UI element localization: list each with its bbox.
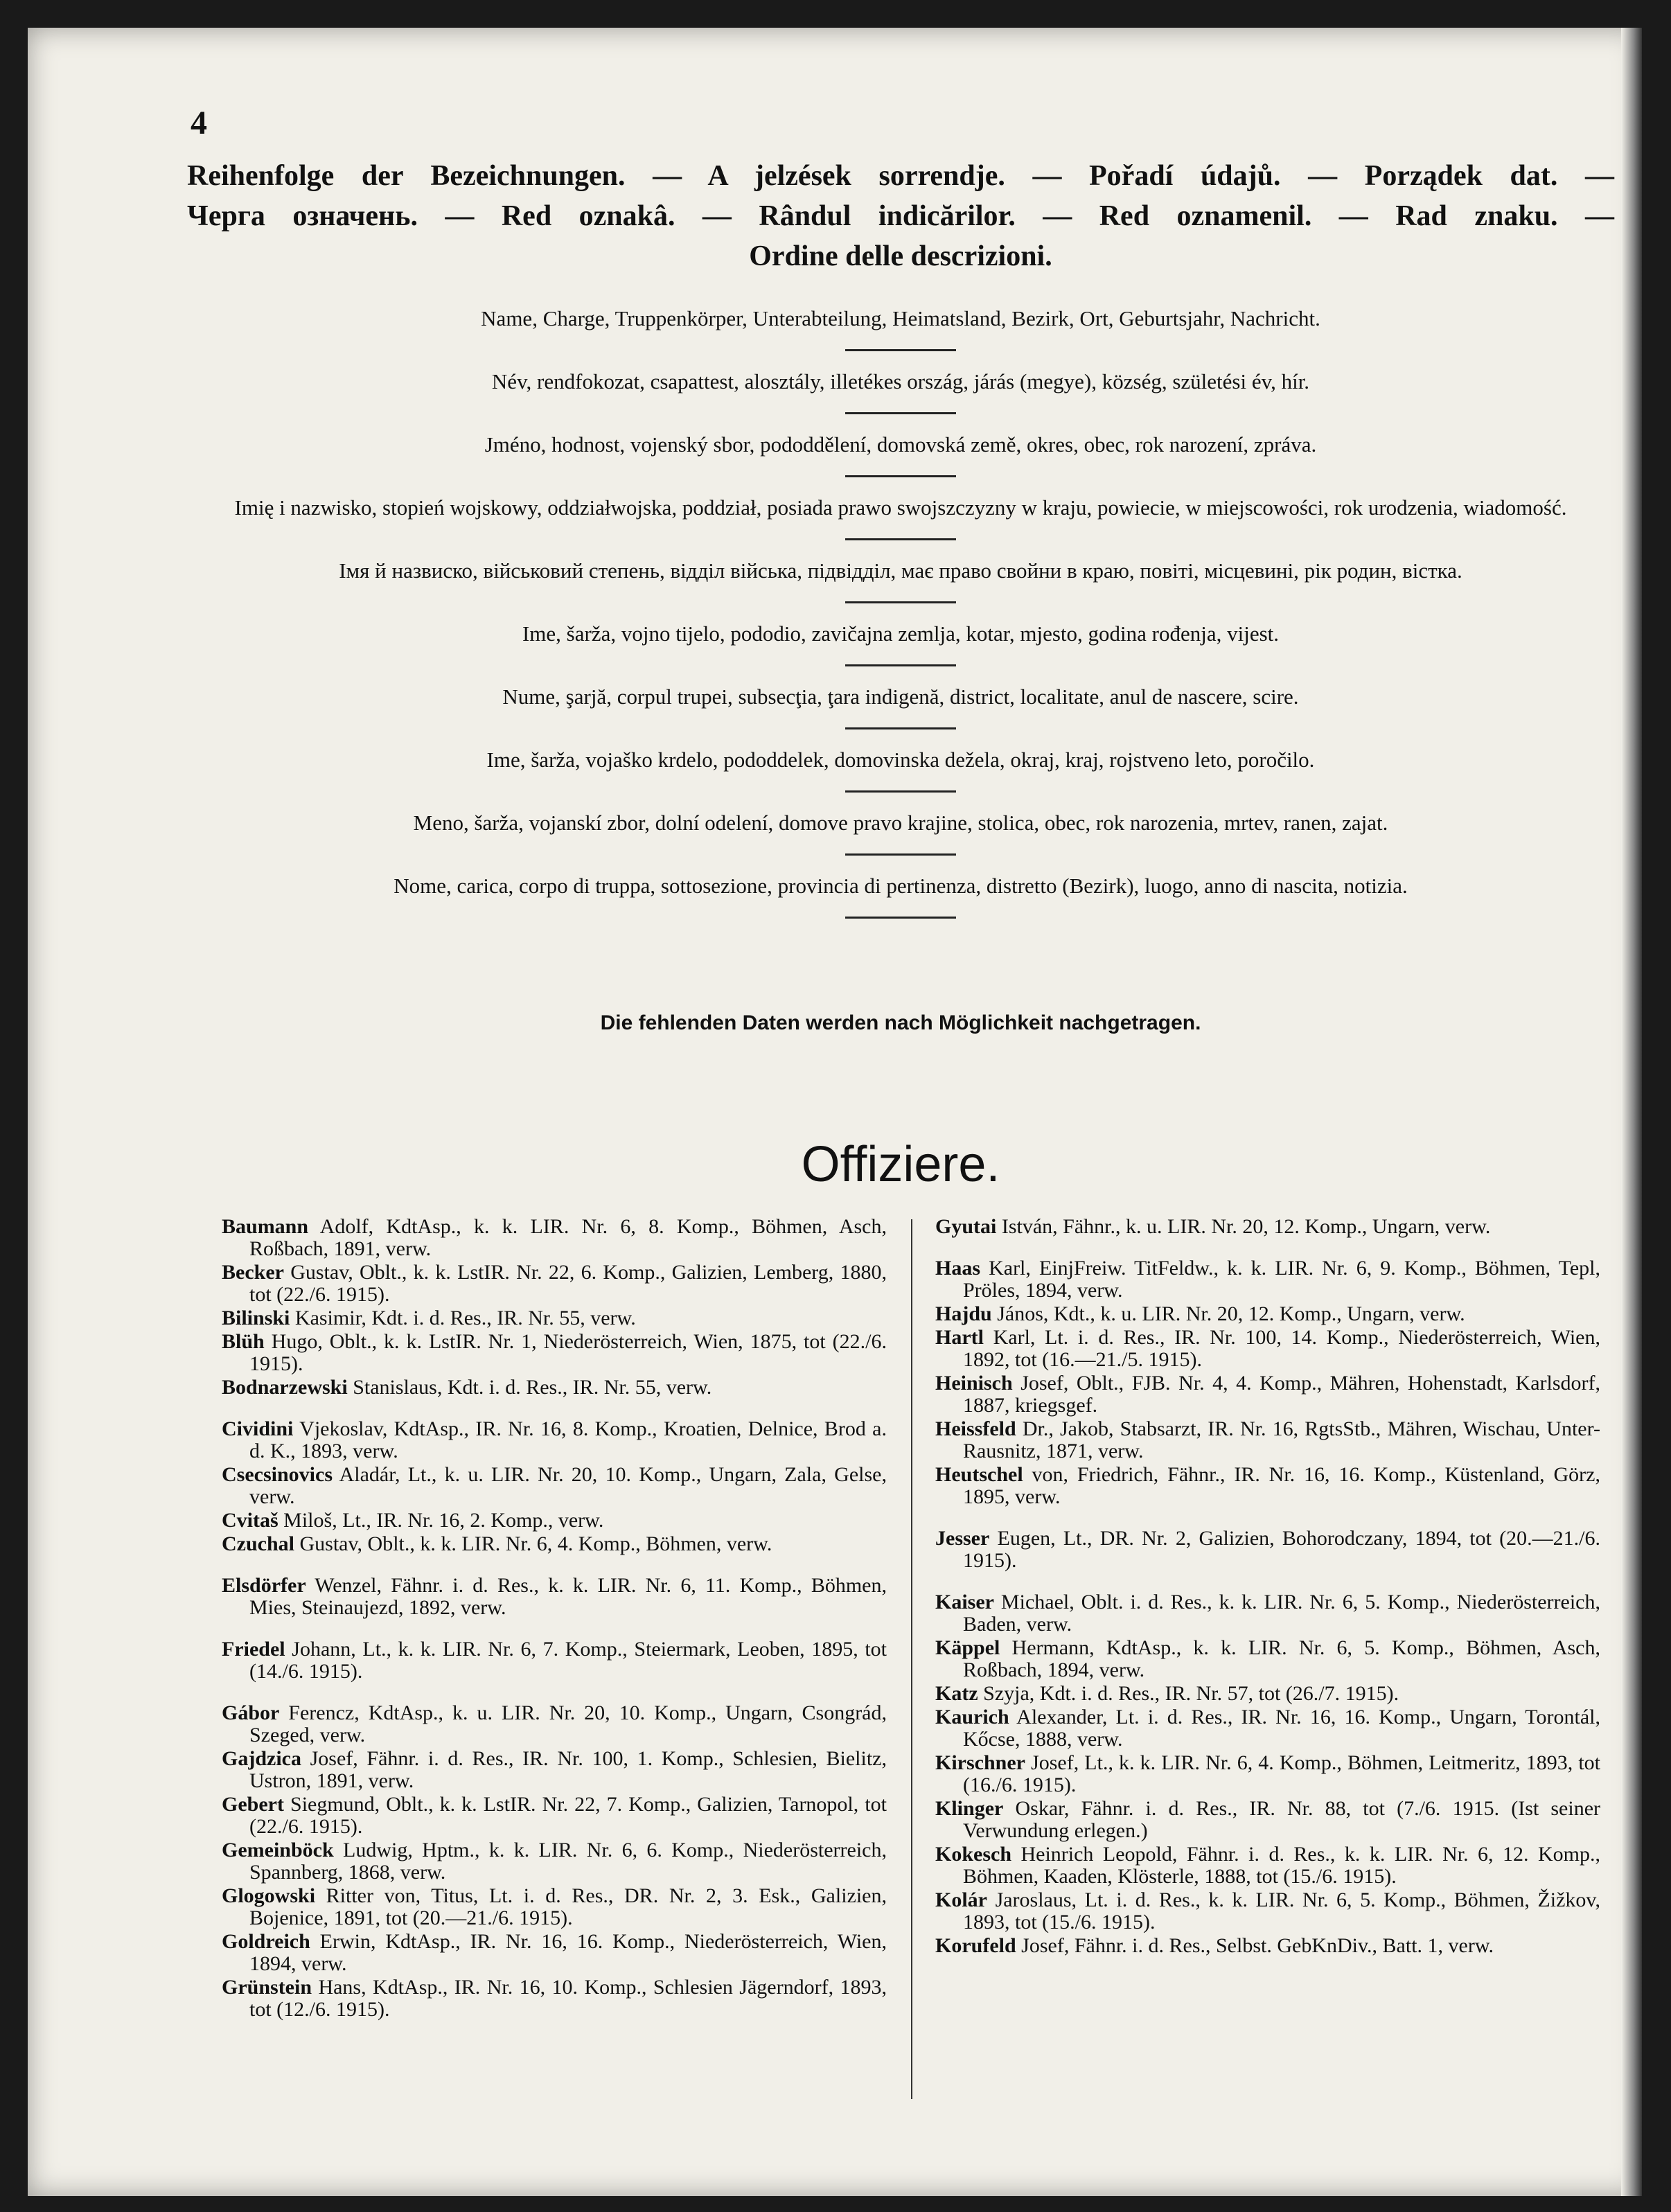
section-title: Offiziere. [801,1137,1000,1192]
officer-entry [935,1935,1600,1957]
description-polish: Imię i nazwisko, stopień wojskowy, oddziałwojska, poddział, posiada prawo swojszczyzny w kraju, powiecie, w miejscowości, rok urodzenia, wiadomość. [234,495,1567,520]
officer-details: Wenzel, Fähnr. i. d. Res., k. k. LIR. Nr. 6, 11. Komp., Böhmen, Mies, Steinaujezd, 1892, verw. [249,1574,887,1619]
officer-details: von, Friedrich, Fähnr., IR. Nr. 16, 16. Komp., Küstenland, Görz, 1895, verw. [963,1463,1600,1508]
officer-details: Alexander, Lt. i. d. Res., IR. Nr. 16, 16. Komp., Ungarn, Torontál, Kőcse, 1888, verw. [963,1706,1600,1751]
officer-details: Aladár, Lt., k. u. LIR. Nr. 20, 10. Komp., Ungarn, Zala, Gelse, verw. [249,1463,887,1508]
column-divider [911,1219,912,2099]
officer-surname: Heinisch [935,1372,1013,1395]
divider-rule [845,853,956,856]
description-slovenian: Ime, šarža, vojaško krdelo, pododdelek, domovinska dežela, okraj, kraj, rojstveno leto, poročilo. [486,747,1315,772]
officer-surname: Goldreich [222,1930,310,1953]
officer-surname: Käppel [935,1636,1000,1659]
officer-details: Adolf, KdtAsp., k. k. LIR. Nr. 6, 8. Komp., Böhmen, Asch, Roßbach, 1891, verw. [249,1215,887,1260]
description-czech: Jméno, hodnost, vojenský sbor, pododdělení, domovská země, okres, obec, rok narození, zpráva. [484,432,1317,457]
language-descriptions [187,305,1614,935]
officer-surname: Csecsinovics [222,1463,333,1486]
officer-details: Josef, Lt., k. k. LIR. Nr. 6, 4. Komp., Böhmen, Leitmeritz, 1893, tot (16./6. 1915). [963,1751,1600,1796]
officer-entry [935,1327,1600,1371]
divider-rule [845,601,956,603]
officer-details: Ritter von, Titus, Lt. i. d. Res., DR. Nr. 2, 3. Esk., Galizien, Bojenice, 1891, tot (20.—21./6. 1915). [249,1884,887,1929]
officer-entry [935,1843,1600,1888]
officer-surname: Baumann [222,1215,309,1238]
officer-surname: Kirschner [935,1751,1025,1774]
divider-rule [845,538,956,540]
officer-details: Johann, Lt., k. k. LIR. Nr. 6, 7. Komp., Steiermark, Leoben, 1895, tot (14./6. 1915). [249,1638,887,1683]
officer-details: Hans, KdtAsp., IR. Nr. 16, 10. Komp., Schlesien Jägerndorf, 1893, tot (12./6. 1915). [249,1976,887,2021]
description-german: Name, Charge, Truppenkörper, Unterabteilung, Heimatsland, Bezirk, Ort, Geburtsjahr, Nachricht. [481,306,1320,330]
officer-details: Vjekoslav, KdtAsp., IR. Nr. 16, 8. Komp., Kroatien, Delnice, Brod a. d. K., 1893, verw. [249,1417,887,1462]
officer-details: Jaroslaus, Lt. i. d. Res., k. k. LIR. Nr. 6, 5. Komp., Böhmen, Žižkov, 1893, tot (15./6. 1915). [963,1888,1600,1934]
officer-surname: Bilinski [222,1307,290,1329]
officer-entry [935,1798,1600,1842]
officer-surname: Gyutai [935,1215,997,1238]
divider-rule [845,917,956,919]
officer-entry [222,1418,887,1462]
divider-rule [845,790,956,793]
officer-details: Szyja, Kdt. i. d. Res., IR. Nr. 57, tot (26./7. 1915). [978,1682,1399,1705]
description-ruthenian: Імя й назвиско, військовий степень, відділ війська, підвідділ, має право свойни в краю, повіті, місцевині, рік родин, вістка. [339,558,1462,583]
officer-surname: Korufeld [935,1934,1016,1957]
officer-details: Miloš, Lt., IR. Nr. 16, 2. Komp., verw. [278,1509,604,1532]
officer-entry [935,1683,1600,1705]
officer-details: Karl, Lt. i. d. Res., IR. Nr. 100, 14. Komp., Niederösterreich, Wien, 1892, tot (16.—21./5. 1915). [963,1326,1600,1371]
officer-surname: Gábor [222,1701,280,1724]
officer-details: Heinrich Leopold, Fähnr. i. d. Res., k. k. LIR. Nr. 6, 12. Komp., Böhmen, Kaaden, Klösterle, 1888, tot (15./6. 1915). [963,1843,1600,1888]
officer-entry [935,1464,1600,1508]
officer-entry [222,1748,887,1792]
description-hungarian: Név, rendfokozat, csapattest, alosztály, illetékes ország, járás (megye), község, születési év, hír. [491,369,1310,393]
officer-details: Stanislaus, Kdt. i. d. Res., IR. Nr. 55, verw. [347,1376,712,1399]
officer-entry [935,1216,1600,1238]
officer-details: Eugen, Lt., DR. Nr. 2, Galizien, Bohorodczany, 1894, tot (20.—21./6. 1915). [963,1527,1600,1572]
officer-entry [222,1262,887,1306]
divider-rule [845,664,956,666]
officer-details: Michael, Oblt. i. d. Res., k. k. LIR. Nr. 6, 5. Komp., Niederösterreich, Baden, verw. [963,1591,1600,1636]
divider-rule [845,475,956,477]
officer-entry [935,1257,1600,1302]
officer-entry [222,1931,887,1975]
order-of-designations-heading [187,156,1614,276]
officer-surname: Klinger [935,1797,1004,1820]
officer-entry [935,1372,1600,1417]
description-croatian: Ime, šarža, vojno tijelo, pododio, zavičajna zemlja, kotar, mjesto, godina rođenja, vijest. [522,621,1280,646]
officer-details: Josef, Fähnr. i. d. Res., Selbst. GebKnDiv., Batt. 1, verw. [1016,1934,1494,1957]
officer-entry [935,1706,1600,1751]
officer-details: István, Fähnr., k. u. LIR. Nr. 20, 12. Komp., Ungarn, verw. [996,1215,1491,1238]
officer-entry [222,1331,887,1375]
officer-surname: Kolár [935,1888,987,1911]
left-column [222,1216,887,2022]
officer-entry [222,1307,887,1329]
officer-entry [222,1216,887,1260]
officer-details: Dr., Jakob, Stabsarzt, IR. Nr. 16, RgtsStb., Mähren, Wischau, Unter-Rausnitz, 1871, verw. [963,1417,1600,1462]
officer-details: Gustav, Oblt., k. k. LstIR. Nr. 22, 6. Komp., Galizien, Lemberg, 1880, tot (22./6. 1915). [249,1261,887,1306]
officer-surname: Kaurich [935,1706,1009,1728]
officer-details: Josef, Fähnr. i. d. Res., IR. Nr. 100, 1. Komp., Schlesien, Bielitz, Ustron, 1891, verw. [249,1747,887,1792]
description-romanian: Nume, şarjă, corpul trupei, subsecţia, ţara indigenă, district, localitate, anul de nascere, scire. [502,684,1299,709]
officer-surname: Hartl [935,1326,984,1349]
officer-surname: Grünstein [222,1976,312,1999]
description-slovak: Meno, šarža, vojanskí zbor, dolní odelení, domove pravo krajine, stolica, obec, rok narozenia, mrtev, ranen, zajat. [413,811,1388,835]
officer-surname: Heissfeld [935,1417,1016,1440]
officer-entry [222,1702,887,1746]
officer-surname: Czuchal [222,1532,294,1555]
officer-surname: Glogowski [222,1884,316,1907]
officer-details: Gustav, Oblt., k. k. LIR. Nr. 6, 4. Komp., Böhmen, verw. [294,1532,772,1555]
officer-details: Ferencz, KdtAsp., k. u. LIR. Nr. 20, 10. Komp., Ungarn, Csongrád, Szeged, verw. [249,1701,887,1746]
officer-details: Josef, Oblt., FJB. Nr. 4, 4. Komp., Mähren, Hohenstadt, Karlsdorf, 1887, kriegsgef. [963,1372,1600,1417]
officer-surname: Katz [935,1682,978,1705]
officer-details: Ludwig, Hptm., k. k. LIR. Nr. 6, 6. Komp., Niederösterreich, Spannberg, 1868, verw. [249,1839,887,1884]
casualty-list [187,1216,1614,2116]
divider-rule [845,349,956,351]
officer-entry [935,1889,1600,1934]
officer-surname: Friedel [222,1638,285,1661]
officer-surname: Haas [935,1257,981,1280]
officer-entry [222,1575,887,1619]
officer-surname: Becker [222,1261,284,1284]
page-number: 4 [191,105,207,141]
divider-rule [845,412,956,414]
officer-details: Karl, EinjFreiw. TitFeldw., k. k. LIR. Nr. 6, 9. Komp., Böhmen, Tepl, Pröles, 1894, verw. [963,1257,1600,1302]
officer-details: János, Kdt., k. u. LIR. Nr. 20, 12. Komp., Ungarn, verw. [991,1302,1465,1325]
heading-line-2: Черга означень. — Red oznakâ. — Rândul indicărilor. — Red oznamenil. — Rad znaku. — [187,200,1614,232]
missing-data-note: Die fehlenden Daten werden nach Möglichkeit nachgetragen. [600,1011,1201,1034]
officer-entry [935,1637,1600,1681]
officer-entry [935,1528,1600,1572]
divider-rule [845,727,956,729]
officer-entry [222,1533,887,1555]
officer-details: Hermann, KdtAsp., k. k. LIR. Nr. 6, 5. Komp., Böhmen, Asch, Roßbach, 1894, verw. [963,1636,1600,1681]
officer-entry [222,1794,887,1838]
officer-details: Hugo, Oblt., k. k. LstIR. Nr. 1, Niederösterreich, Wien, 1875, tot (22./6. 1915). [249,1330,887,1375]
officer-surname: Jesser [935,1527,990,1550]
officer-surname: Cividini [222,1417,294,1440]
officer-surname: Gajdzica [222,1747,301,1770]
page-edge-shadow [1621,28,1642,2196]
officer-entry [935,1303,1600,1325]
officer-surname: Hajdu [935,1302,992,1325]
officer-surname: Elsdörfer [222,1574,306,1597]
officer-entry [935,1418,1600,1462]
officer-entry [222,1839,887,1884]
officer-surname: Kokesch [935,1843,1012,1866]
officer-details: Erwin, KdtAsp., IR. Nr. 16, 16. Komp., Niederösterreich, Wien, 1894, verw. [249,1930,887,1975]
officer-entry [935,1591,1600,1636]
officer-surname: Kaiser [935,1591,994,1613]
officer-entry [222,1976,887,2021]
officer-surname: Bodnarzewski [222,1376,348,1399]
officer-surname: Heutschel [935,1463,1023,1486]
officer-entry [222,1464,887,1508]
officer-entry [222,1377,887,1399]
officer-entry [935,1752,1600,1796]
officer-details: Siegmund, Oblt., k. k. LstIR. Nr. 22, 7. Komp., Galizien, Tarnopol, tot (22./6. 1915). [249,1793,887,1838]
officer-details: Kasimir, Kdt. i. d. Res., IR. Nr. 55, verw. [290,1307,636,1329]
officer-details: Oskar, Fähnr. i. d. Res., IR. Nr. 88, tot (7./6. 1915. (Ist seiner Verwundung erlegen.) [963,1797,1600,1842]
officer-surname: Cvitaš [222,1509,278,1532]
officer-surname: Gebert [222,1793,284,1816]
officer-surname: Gemeinböck [222,1839,334,1861]
officer-entry [222,1638,887,1683]
officer-entry [222,1885,887,1929]
officer-surname: Blüh [222,1330,265,1353]
right-column [935,1216,1600,1958]
heading-line-3: Ordine delle descrizioni. [749,240,1052,272]
officer-entry [222,1510,887,1532]
description-italian: Nome, carica, corpo di truppa, sottosezione, provincia di pertinenza, distretto (Bezirk), luogo, anno di nascita, notizia. [394,874,1408,898]
heading-line-1: Reihenfolge der Bezeichnungen. — A jelzések sorrendje. — Pořadí údajů. — Porządek dat. — [187,160,1614,192]
